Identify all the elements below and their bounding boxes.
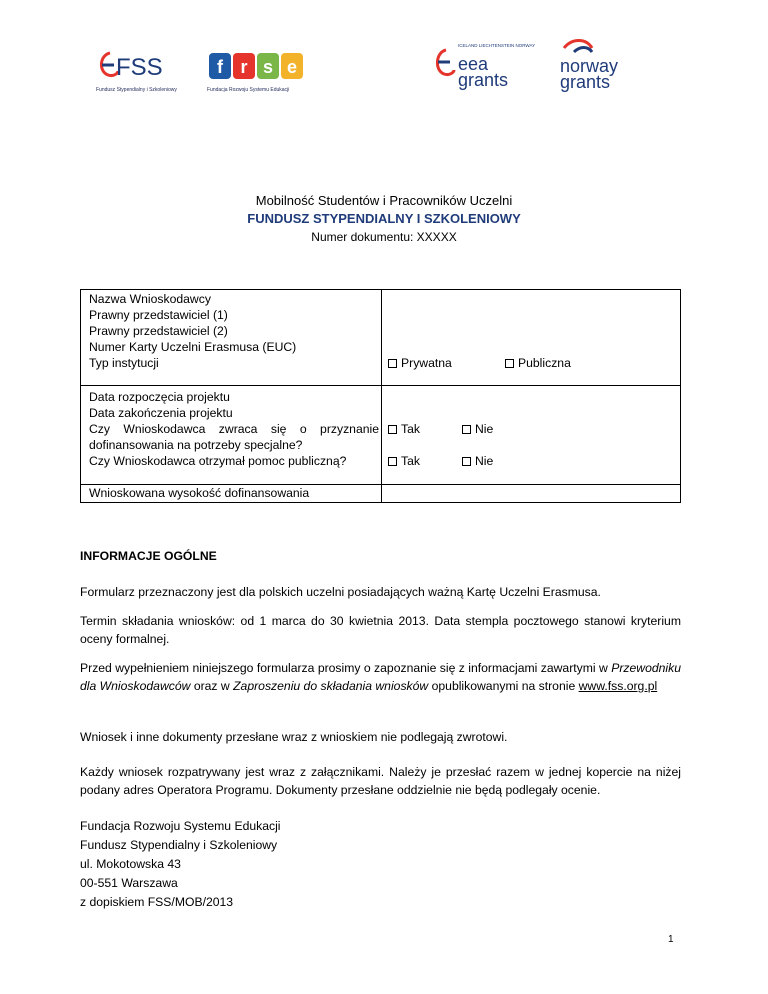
paragraph-guidelines: [80, 659, 681, 695]
label-euc-number: Numer Karty Uczelni Erasmusa (EUC): [89, 340, 297, 354]
guidelines-text-a: Przed wypełnieniem niniejszego formularza prosimy o zapoznanie się z informacjami zawartymi w: [80, 661, 608, 675]
fss-logo-mark: [96, 45, 176, 85]
eea-line1: eea: [458, 54, 489, 74]
eea-countries-text: ICELAND LIECHTENSTEIN NORWAY: [458, 43, 536, 48]
option-public-label: Publiczna: [518, 356, 571, 370]
frse-logo-caption: Fundacja Rozwoju Systemu Edukacji: [207, 87, 290, 93]
fss-logo: [96, 45, 176, 95]
fss-logo-caption: Fundusz Stypendialny i Szkoleniowy: [96, 87, 177, 93]
norway-grants-logo-mark: [558, 36, 642, 92]
label-project-start-date: Data rozpoczęcia projektu: [89, 390, 230, 404]
paragraph-eligibility: Formularz przeznaczony jest dla polskich uczelni posiadających ważną Kartę Uczelni Erasmusa.: [80, 585, 601, 599]
checkbox-public-aid-yes[interactable]: [388, 457, 397, 466]
label-institution-type: Typ instytucji: [89, 356, 159, 370]
document-number: Numer dokumentu: XXXXX: [311, 230, 457, 244]
paragraph-deadline: Termin składania wniosków: od 1 marca do 30 kwietnia 2013. Data stempla pocztowego stanowi kryterium oceny formalnej.: [80, 614, 681, 646]
frse-logo: [207, 45, 307, 95]
option-no-label: Nie: [475, 422, 494, 436]
norway-line1: norway: [560, 56, 619, 76]
checkbox-special-needs-yes[interactable]: [388, 425, 397, 434]
option-public-aid-no[interactable]: [462, 453, 493, 469]
label-special-needs-question-cont: dofinansowania na potrzeby specjalne?: [89, 438, 303, 452]
address-line-2: Fundusz Stypendialny i Szkoleniowy: [80, 838, 278, 852]
label-special-needs-question: Czy Wnioskodawca zwraca się o przyznanie: [89, 422, 379, 436]
option-yes-label: Tak: [401, 422, 420, 436]
option-yes-label: Tak: [401, 454, 420, 468]
option-special-needs-yes[interactable]: [388, 421, 420, 437]
frse-letter-f: f: [217, 57, 223, 77]
address-line-5: z dopiskiem FSS/MOB/2013: [80, 895, 234, 909]
label-legal-representative-2: Prawny przedstawiciel (2): [89, 324, 228, 338]
section-title: INFORMACJE OGÓLNE: [80, 549, 217, 563]
call-title: Zaproszeniu do składania wniosków: [233, 679, 429, 693]
guidelines-text-e: opublikowanymi na stronie: [431, 679, 576, 693]
checkbox-private[interactable]: [388, 359, 397, 368]
eea-line2: grants: [458, 70, 509, 90]
norway-grants-logo: [558, 36, 642, 92]
norway-line2: grants: [560, 72, 611, 92]
guide-title: Przewodniku dla Wnioskodawców: [80, 661, 681, 693]
option-private-label: Prywatna: [401, 356, 452, 370]
page-number: 1: [668, 934, 674, 945]
label-requested-amount: Wnioskowana wysokość dofinansowania: [89, 486, 310, 500]
paragraph-no-return: Wniosek i inne dokumenty przesłane wraz z wnioskiem nie podlegają zwrotowi.: [80, 730, 508, 744]
fund-title: FUNDUSZ STYPENDIALNY I SZKOLENIOWY: [247, 211, 521, 226]
option-private[interactable]: [388, 355, 452, 371]
eea-grants-logo: [432, 36, 536, 92]
frse-letter-e: e: [286, 57, 298, 77]
address-line-1: Fundacja Rozwoju Systemu Edukacji: [80, 819, 281, 833]
checkbox-public[interactable]: [505, 359, 514, 368]
label-project-end-date: Data zakończenia projektu: [89, 406, 233, 420]
table-row-divider: [80, 385, 681, 386]
option-public-aid-yes[interactable]: [388, 453, 420, 469]
frse-letter-r: r: [240, 57, 248, 77]
checkbox-special-needs-no[interactable]: [462, 425, 471, 434]
eea-grants-logo-mark: [432, 36, 536, 92]
frse-letter-s: s: [262, 57, 274, 77]
option-special-needs-no[interactable]: [462, 421, 493, 437]
guidelines-text-c: oraz w: [193, 679, 230, 693]
paragraph-attachments: Każdy wniosek rozpatrywany jest wraz z załącznikami. Należy je przesłać razem w jednej kopercie na niżej podany adres Operatora Programu. Dokumenty przesłane oddzielnie nie będą podlegały ocenie.: [80, 765, 681, 797]
checkbox-public-aid-no[interactable]: [462, 457, 471, 466]
table-column-divider: [381, 289, 382, 503]
address-line-4: 00-551 Warszawa: [80, 876, 178, 890]
option-public[interactable]: [505, 355, 571, 371]
label-applicant-name: Nazwa Wnioskodawcy: [89, 292, 211, 306]
frse-logo-mark: [207, 45, 307, 85]
address-line-3: ul. Mokotowska 43: [80, 857, 181, 871]
fss-logo-text: FSS: [116, 54, 163, 81]
label-public-aid-question: Czy Wnioskodawca otrzymał pomoc publiczną?: [89, 454, 347, 468]
fss-website-link[interactable]: www.fss.org.pl: [578, 679, 658, 693]
label-legal-representative-1: Prawny przedstawiciel (1): [89, 308, 228, 322]
program-title: Mobilność Studentów i Pracowników Uczelni: [255, 193, 513, 208]
option-no-label: Nie: [475, 454, 494, 468]
